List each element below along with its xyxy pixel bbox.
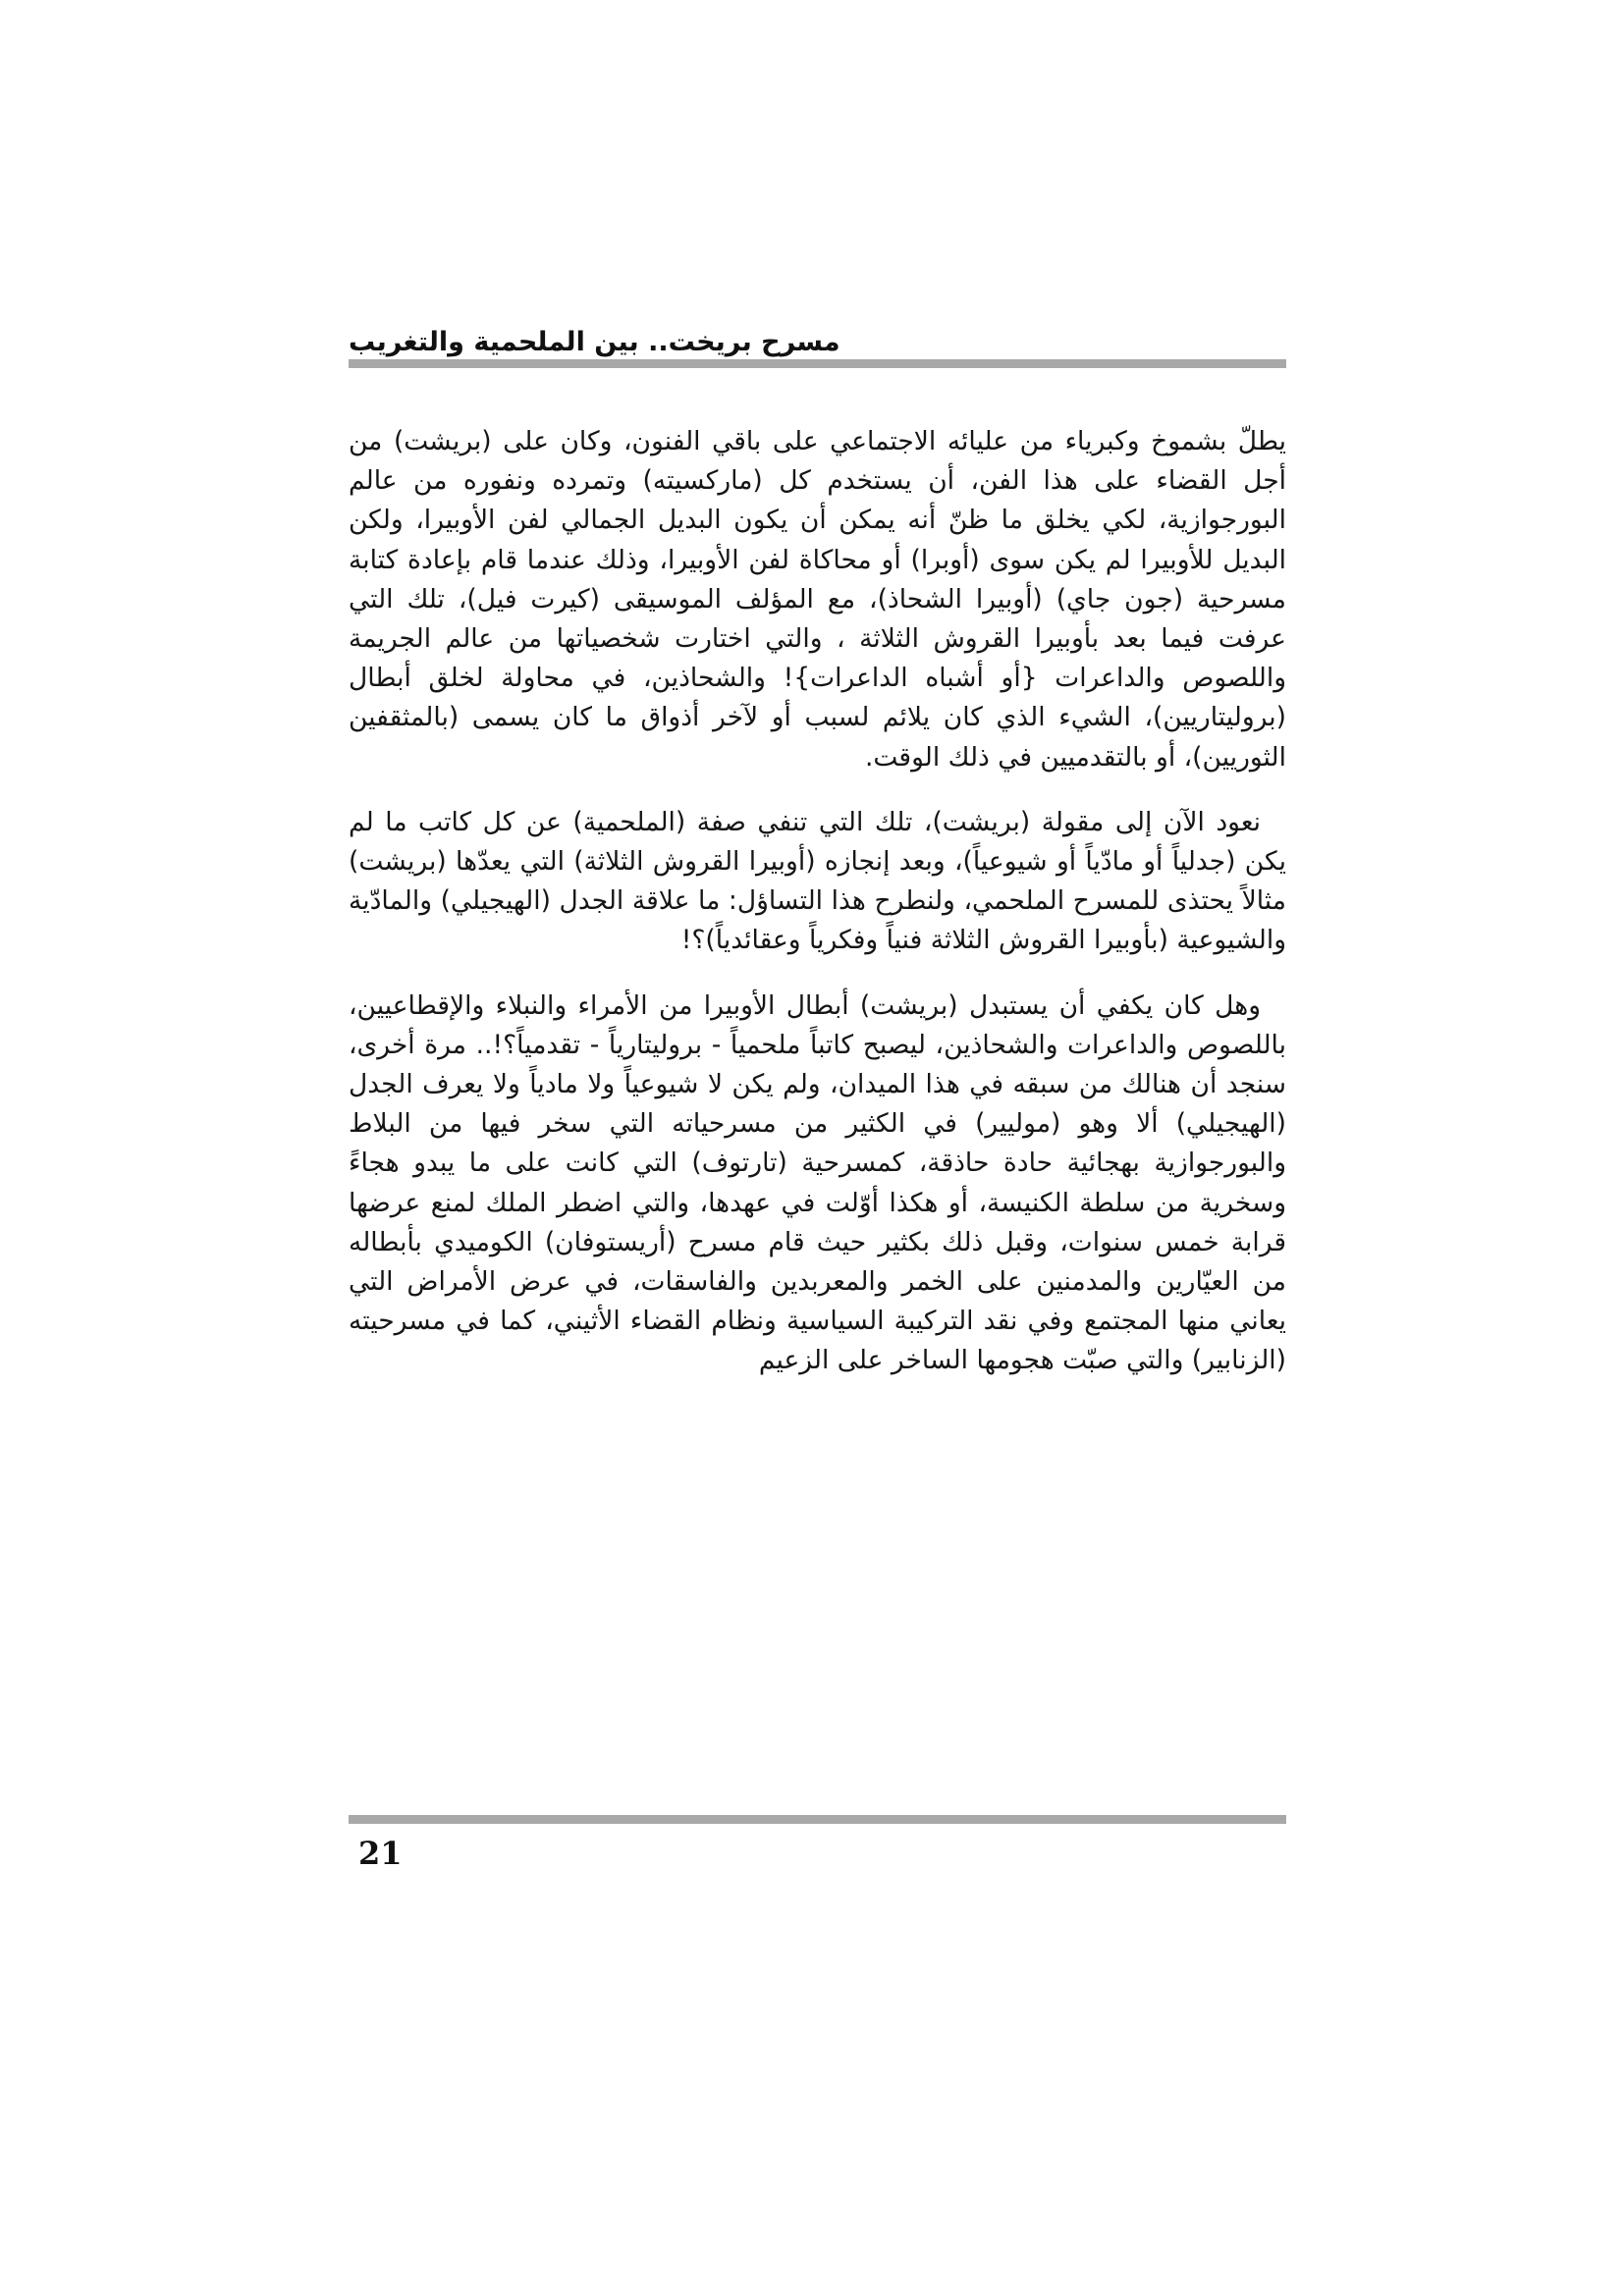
paragraph-1: يطلّ بشموخ وكبرياء من عليائه الاجتماعي على باقي الفنون، وكان على (بريشت) من أجل القضاء على هذا الفن، أن يستخدم كل (ماركسيته) وتمرده ونفوره من عالم البورجوازية، لكي يخلق ما ظنّ أنه يمكن أن يكون البديل الجمالي لفن الأوبيرا، ولكن البديل للأوبيرا لم يكن سوى (أوبرا) أو محاكاة لفن الأوبيرا، وذلك عندما قام بإعادة كتابة مسرحية (جون جاي) (أوبيرا الشحاذ)، مع المؤلف الموسيقى (كيرت فيل)، تلك التي عرفت فيما بعد بأوبيرا القروش الثلاثة ، والتي اختارت شخصياتها من عالم الجريمة واللصوص والداعرات {أو أشباه الداعرات}! والشحاذين، في محاولة لخلق أبطال (بروليتاريين)، الشيء الذي كان يلائم لسبب أو لآخر أذواق ما كان يسمى (بالمثقفين الثوريين)، أو بالتقدميين في ذلك الوقت.: [349, 426, 1286, 773]
body-text: [349, 422, 1286, 1407]
running-header-title: مسرح بريخت.. بين الملحمية والتغريب: [349, 327, 840, 357]
paragraph-2: نعود الآن إلى مقولة (بريشت)، تلك التي تنفي صفة (الملحمية) عن كل كاتب ما لم يكن (جدلياً أو مادّياً أو شيوعياً)، وبعد إنجازه (أوبيرا القروش الثلاثة) التي يعدّها (بريشت) مثالاً يحتذى للمسرح الملحمي، ولنطرح هذا التساؤل: ما علاقة الجدل (الهيجيلي) والمادّية والشيوعية (بأوبيرا القروش الثلاثة فنياً وفكرياً وعقائدياً)؟!: [349, 806, 1286, 956]
header-rule: [349, 359, 1286, 368]
page-number: 21: [358, 1835, 403, 1872]
footer-rule: [349, 1815, 1286, 1824]
paragraph-3: وهل كان يكفي أن يستبدل (بريشت) أبطال الأوبيرا من الأمراء والنبلاء والإقطاعيين، باللصوص والداعرات والشحاذين، ليصبح كاتباً ملحمياً - بروليتارياً - تقدمياً؟!.. مرة أخرى، سنجد أن هنالك من سبقه في هذا الميدان، ولم يكن لا شيوعياً ولا مادياً ولا يعرف الجدل (الهيجيلي) ألا وهو (موليير) في الكثير من مسرحياته التي سخر فيها من البلاط والبورجوازية بهجائية حادة حاذقة، كمسرحية (تارتوف) التي كانت على ما يبدو هجاءً وسخرية من سلطة الكنيسة، أو هكذا أوّلت في عهدها، والتي اضطر الملك لمنع عرضها قرابة خمس سنوات، وقبل ذلك بكثير حيث قام مسرح (أريستوفان) الكوميدي بأبطاله من العيّارين والمدمنين على الخمر والمعربدين والفاسقات، في عرض الأمراض التي يعاني منها المجتمع وفي نقد التركيبة السياسية ونظام القضاء الأثيني، كما في مسرحيته (الزنابير) والتي صبّت هجومها الساخر على الزعيم: [349, 989, 1286, 1376]
